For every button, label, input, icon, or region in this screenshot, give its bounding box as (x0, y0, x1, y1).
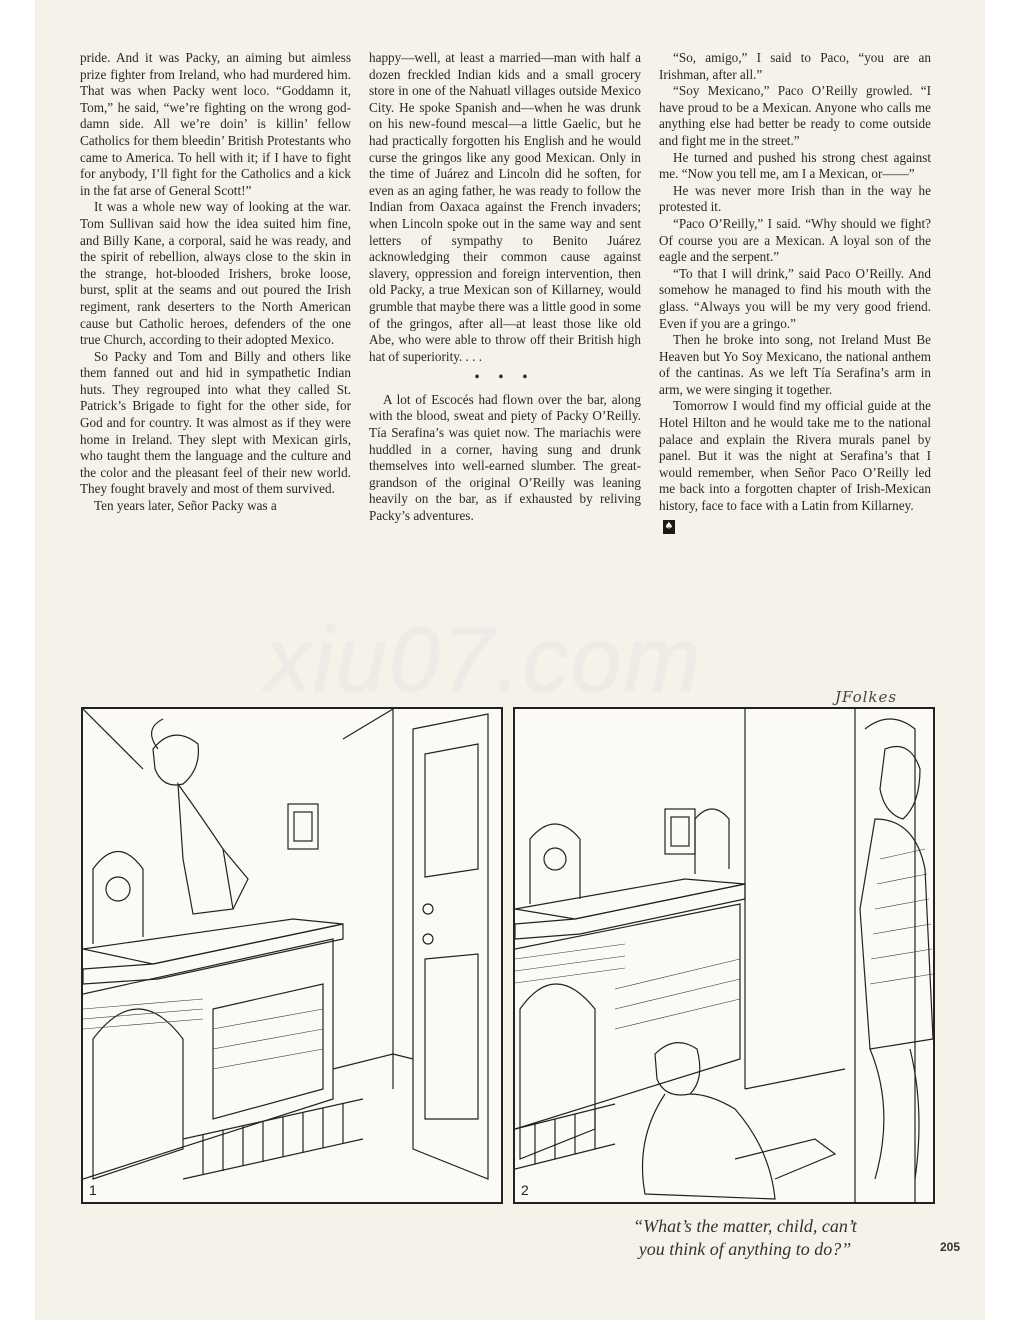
article-paragraph: Ten years later, Señor Packy was a (94, 498, 277, 514)
cartoon-panel-2-drawing (515, 709, 933, 1202)
page-number: 205 (940, 1240, 961, 1254)
cartoon-caption (555, 1215, 935, 1261)
panel-2-number: 2 (521, 1182, 529, 1198)
article-column-1 (80, 50, 351, 515)
magazine-page (35, 0, 985, 1320)
article-paragraph: He turned and pushed his strong chest against me. “Now you tell me, am I a Mexican, or——” (659, 149, 931, 182)
article-paragraph: “So, amigo,” I said to Paco, “you are an Irishman, after all.” (659, 50, 931, 82)
caption-line-1: “What’s the matter, child, can’t (633, 1216, 857, 1236)
article-column-3 (659, 50, 931, 534)
cartoon-panel-1 (81, 707, 503, 1204)
cartoon-panel-1-drawing (83, 709, 501, 1202)
section-separator: • • • (474, 369, 536, 385)
article-paragraph: Then he broke into song, not Ireland Must Be Heaven but Yo Soy Mexicano, the national anthem of the cantinas. As we left Tía Serafina’s arm in arm, we were singing it together. (659, 332, 931, 397)
article-paragraph: So Packy and Tom and Billy and others like them fanned out and hid in sympathetic Indian huts. They regrouped into what they called St. Patrick’s Brigade to fight for the other side, for God and for country. It was almost as if they were home in Ireland. They slept with Mexican girls, who taught them the language and the culture and the color and the pleasant feel of their new world. They fought bravely and most of them survived. (80, 348, 351, 497)
bunny-icon: ♠ (664, 520, 674, 532)
panel-1-number: 1 (89, 1182, 97, 1198)
article-paragraph: It was a whole new way of looking at the war. Tom Sullivan said how the idea suited him fine, and Billy Kane, a corporal, said he was ready, and the spirit of rebellion, always close to the skin in the strange, hot-blooded Irishers, broke loose, burst, split at the seams and out poured the Irish regiment, rank deserters to the North American cause but Catholic heroes, defenders of the one true Church, according to their adopted Mexico. (80, 199, 351, 348)
article-paragraph: “Paco O’Reilly,” I said. “Why should we fight? Of course you are a Mexican. A loyal son of the eagle and the serpent.” (659, 215, 931, 265)
cartoonist-signature: JFolkes (835, 688, 898, 706)
cartoon-panel-2 (513, 707, 935, 1204)
article-paragraph: happy—well, at least a married—man with half a dozen freckled Indian kids and a small grocery store in one of the Nahuatl villages outside Mexico City. He spoke Spanish and—when he was drunk on his new-found mescal—a little Gaelic, but he had practically forgotten his English and he would curse the gringos like any good Mexican. Only in the time of Juárez and Lincoln did he soften, for even as an aging father, he was ready to follow the Indian from Oaxaca against the French invaders; when Lincoln spoke out in the same way and sent letters of sympathy to Benito Juárez acknowledging their common cause against slavery, oppression and foreign intervention, then old Packy, a true Mexican son of Killarney, would grumble that maybe there was a little good in some of the gringos, after all—at least those like old Abe, who were able to throw off their British high hat of superiority. . . . (369, 50, 641, 364)
article-paragraph: “Soy Mexicano,” Paco O’Reilly growled. “I have proud to be a Mexican. Anyone who calls me anything else had better be ready to come outside and fight me in the street.” (659, 83, 931, 148)
article-paragraph: He was never more Irish than in the way he protested it. (659, 182, 931, 215)
watermark: xiu07.com (265, 609, 703, 711)
article-paragraph: A lot of Escocés had flown over the bar, along with the blood, sweat and piety of Packy O’Reilly. Tía Serafina’s was quiet now. The mariachis were huddled in a corner, having sung and drunk themselves into well-earned slumber. The great-grandson of the original O’Reilly was leaning heavily on the bar, as if exhausted by reliving Packy’s adventures. (369, 391, 641, 524)
article-paragraph: pride. And it was Packy, an aiming but aimless prize fighter from Ireland, who had murdered him. That was when Packy went loco. “Goddamn it, Tom,” he said, “we’re fighting on the wrong god-damn side. All we’re doin’ is killin’ fellow Catholics for them bleedin’ British Protestants who came to America. To hell with it; if I have to fight for anybody, I’ll fight for the Catholics and a kick in the fat arse of General Scott!” (80, 50, 351, 198)
article-paragraph: Tomorrow I would find my official guide at the Hotel Hilton and he would take me to the national palace and explain the Rivera murals panel by panel. But it was the night at Serafina’s that I would remember, when Señor Paco O’Reilly led me back into a forgotten chapter of Irish-Mexican history, face to face with a Latin from Killarney. (659, 398, 931, 514)
caption-line-2: you think of anything to do?” (638, 1239, 852, 1259)
article-paragraph: “To that I will drink,” said Paco O’Reilly. And somehow he managed to find his mouth with the glass. “Always you will be my very good friend. Even if you are a gringo.” (659, 265, 931, 331)
article-column-2 (369, 50, 641, 525)
